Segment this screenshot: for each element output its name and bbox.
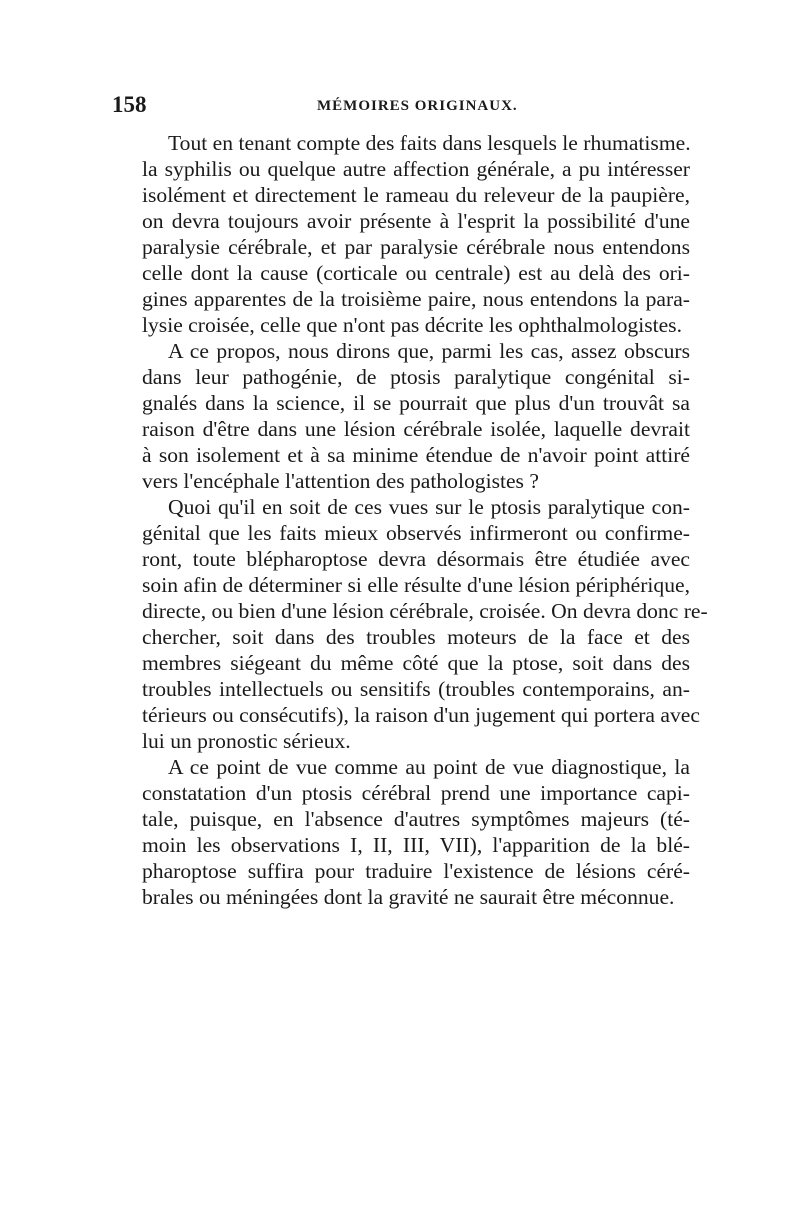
text-line: constatation d'un ptosis cérébral prend une importance capi- (142, 781, 690, 805)
text-line: chercher, soit dans des troubles moteurs de la face et des (142, 625, 690, 649)
text-line: la syphilis ou quelque autre affection générale, a pu intéresser (142, 157, 690, 181)
text-line: soin afin de déterminer si elle résulte d'une lésion périphérique, (142, 573, 690, 597)
running-head: MÉMOIRES ORIGINAUX. (317, 98, 518, 114)
text-line: troubles intellectuels ou sensitifs (troubles contemporains, an- (142, 677, 690, 701)
text-line: térieurs ou consécutifs), la raison d'un jugement qui portera avec (142, 703, 700, 727)
text-line: directe, ou bien d'une lésion cérébrale, croisée. On devra donc re- (142, 599, 708, 623)
page-header (112, 92, 692, 122)
text-line: A ce propos, nous dirons que, parmi les cas, assez obscurs (168, 339, 690, 363)
text-line: paralysie cérébrale, et par paralysie cérébrale nous entendons (142, 235, 690, 259)
text-line: tale, puisque, en l'absence d'autres symptômes majeurs (té- (142, 807, 690, 831)
page-number: 158 (112, 92, 147, 117)
text-line: on devra toujours avoir présente à l'esprit la possibilité d'une (142, 209, 690, 233)
paragraph-2 (116, 338, 690, 494)
text-line: membres siégeant du même côté que la ptose, soit dans des (142, 651, 690, 675)
text-line: ront, toute blépharoptose devra désormais être étudiée avec (142, 547, 690, 571)
text-line: isolément et directement le rameau du releveur de la paupière, (142, 183, 690, 207)
text-line: lui un pronostic sérieux. (142, 729, 351, 753)
text-line: dans leur pathogénie, de ptosis paralytique congénital si- (142, 365, 690, 389)
text-line: Tout en tenant compte des faits dans lesquels le rhumatisme. (168, 131, 691, 155)
text-line: pharoptose suffira pour traduire l'existence de lésions céré- (142, 859, 690, 883)
text-line: brales ou méningées dont la gravité ne saurait être méconnue. (142, 885, 675, 909)
text-line: gines apparentes de la troisième paire, nous entendons la para- (142, 287, 690, 311)
text-line: celle dont la cause (corticale ou centrale) est au delà des ori- (142, 261, 690, 285)
paragraph-4 (116, 754, 690, 910)
text-line: vers l'encéphale l'attention des pathologistes ? (142, 469, 539, 493)
text-line: lysie croisée, celle que n'ont pas décrite les ophthalmologistes. (142, 313, 682, 337)
text-line: gnalés dans la science, il se pourrait que plus d'un trouvât sa (142, 391, 690, 415)
paragraph-1 (116, 130, 690, 338)
text-line: Quoi qu'il en soit de ces vues sur le ptosis paralytique con- (168, 495, 690, 519)
text-line: moin les observations I, II, III, VII), l'apparition de la blé- (142, 833, 690, 857)
text-line: raison d'être dans une lésion cérébrale isolée, laquelle devrait (142, 417, 690, 441)
text-line: génital que les faits mieux observés infirmeront ou confirme- (142, 521, 690, 545)
body-text (116, 130, 708, 910)
text-line: A ce point de vue comme au point de vue diagnostique, la (168, 755, 690, 779)
paragraph-3 (116, 494, 708, 754)
text-line: à son isolement et à sa minime étendue de n'avoir point attiré (142, 443, 690, 467)
